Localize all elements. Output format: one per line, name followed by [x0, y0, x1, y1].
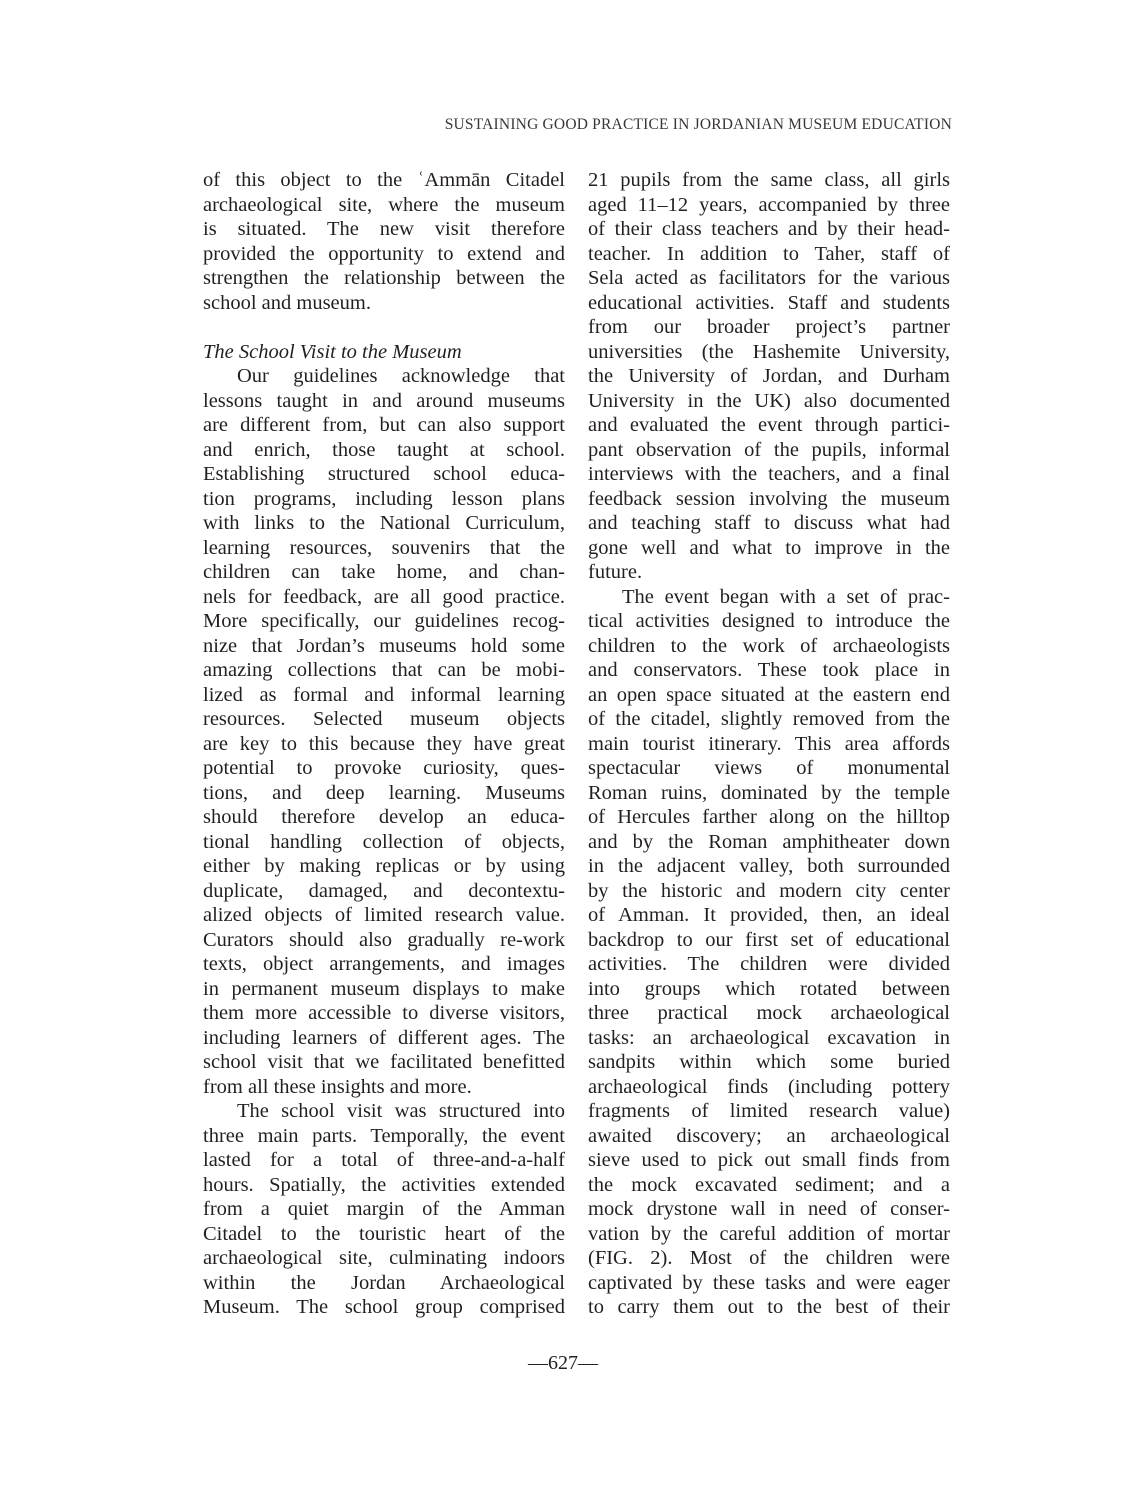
text-line: Citadel to the touristic heart of the	[203, 1222, 565, 1245]
text-line: alized objects of limited research value.	[203, 904, 565, 926]
text-line: of Hercules farther along on the hilltop	[588, 806, 950, 828]
left-column	[203, 168, 565, 1320]
text-line: within the Jordan Archaeological	[203, 1271, 565, 1294]
text-line: backdrop to our first set of educational	[588, 928, 950, 951]
text-line: tions, and deep learning. Museums	[203, 781, 565, 804]
text-line: pant observation of the pupils, informal	[588, 438, 950, 461]
text-line: lized as formal and informal learning	[203, 683, 565, 706]
text-line: is situated. The new visit therefore	[203, 218, 565, 240]
text-line: from a quiet margin of the Amman	[203, 1198, 565, 1220]
text-line: strengthen the relationship between the	[203, 267, 565, 289]
text-line: provided the opportunity to extend and	[203, 242, 565, 265]
text-line: spectacular views of monumental	[588, 757, 950, 779]
text-line: Sela acted as facilitators for the various	[588, 267, 950, 289]
text-line: with links to the National Curriculum,	[203, 512, 565, 534]
text-line: universities (the Hashemite University,	[588, 340, 950, 363]
text-line: from our broader project’s partner	[588, 316, 950, 338]
text-line: including learners of different ages. The	[203, 1026, 565, 1049]
text-line: the University of Jordan, and Durham	[588, 365, 950, 387]
section-heading: The School Visit to the Museum	[203, 340, 462, 363]
text-line: school visit that we facilitated benefitted	[203, 1051, 565, 1073]
text-line: school and museum.	[203, 291, 371, 314]
text-line: awaited discovery; an archaeological	[588, 1124, 950, 1147]
text-line: the mock excavated sediment; and a	[588, 1173, 950, 1196]
text-line: should therefore develop an educa-	[203, 806, 565, 828]
blank-line	[203, 315, 565, 340]
text-line: into groups which rotated between	[588, 977, 950, 1000]
text-line: archaeological site, where the museum	[203, 193, 565, 216]
text-line: and by the Roman amphitheater down	[588, 830, 950, 853]
text-line: three main parts. Temporally, the event	[203, 1124, 565, 1147]
text-line: are key to this because they have great	[203, 732, 565, 755]
text-line: interviews with the teachers, and a final	[588, 463, 950, 485]
text-line: potential to provoke curiosity, ques-	[203, 757, 565, 779]
text-line: Our guidelines acknowledge that	[237, 365, 565, 387]
text-line: Roman ruins, dominated by the temple	[588, 781, 950, 804]
text-line: are different from, but can also support	[203, 414, 565, 436]
text-line: children can take home, and chan-	[203, 561, 565, 583]
text-line: tical activities designed to introduce the	[588, 610, 950, 632]
text-line: and teaching staff to discuss what had	[588, 512, 950, 534]
text-line: More specifically, our guidelines recog-	[203, 610, 565, 632]
text-line: sandpits within which some buried	[588, 1051, 950, 1073]
text-line: an open space situated at the eastern end	[588, 683, 950, 706]
text-line: three practical mock archaeological	[588, 1002, 950, 1024]
text-line: either by making replicas or by using	[203, 855, 565, 877]
text-line: by the historic and modern city center	[588, 879, 950, 902]
text-line: The school visit was structured into	[237, 1100, 565, 1122]
text-line: University in the UK) also documented	[588, 389, 950, 412]
text-line: in the adjacent valley, both surrounded	[588, 855, 950, 877]
text-line: texts, object arrangements, and images	[203, 953, 565, 975]
text-line: and enrich, those taught at school.	[203, 438, 565, 461]
text-line: of their class teachers and by their head-	[588, 218, 950, 240]
text-line: sieve used to pick out small finds from	[588, 1149, 950, 1171]
text-line: of this object to the ʿAmmān Citadel	[203, 169, 565, 191]
text-line: of Amman. It provided, then, an ideal	[588, 904, 950, 926]
text-line: lasted for a total of three-and-a-half	[203, 1149, 565, 1171]
text-line: them more accessible to diverse visitors,	[203, 1002, 565, 1024]
text-line: teacher. In addition to Taher, staff of	[588, 242, 950, 265]
text-line: future.	[588, 561, 643, 583]
text-line: tasks: an archaeological excavation in	[588, 1026, 950, 1049]
text-line: mock drystone wall in need of conser-	[588, 1198, 950, 1220]
text-line: 21 pupils from the same class, all girls	[588, 169, 950, 191]
text-line: archaeological finds (including pottery	[588, 1075, 950, 1098]
text-line: archaeological site, culminating indoors	[203, 1247, 565, 1269]
text-line: captivated by these tasks and were eager	[588, 1271, 950, 1294]
text-line: gone well and what to improve in the	[588, 536, 950, 559]
text-line: and evaluated the event through partici-	[588, 414, 950, 436]
text-line: nize that Jordan’s museums hold some	[203, 634, 565, 657]
text-line: feedback session involving the museum	[588, 487, 950, 510]
text-line: and conservators. These took place in	[588, 659, 950, 681]
text-line: vation by the careful addition of mortar	[588, 1222, 950, 1245]
text-line: fragments of limited research value)	[588, 1100, 950, 1122]
page-number: —627—	[528, 1352, 598, 1374]
text-line: Museum. The school group comprised	[203, 1296, 565, 1318]
text-line: duplicate, damaged, and decontextu-	[203, 879, 565, 902]
text-line: lessons taught in and around museums	[203, 389, 565, 412]
text-line: amazing collections that can be mobi-	[203, 659, 565, 681]
text-line: in permanent museum displays to make	[203, 977, 565, 1000]
text-line: children to the work of archaeologists	[588, 634, 950, 657]
text-line: of the citadel, slightly removed from the	[588, 708, 950, 730]
text-line: hours. Spatially, the activities extended	[203, 1173, 565, 1196]
text-line: Curators should also gradually re-work	[203, 928, 565, 951]
text-line: aged 11–12 years, accompanied by three	[588, 193, 950, 216]
text-line: tion programs, including lesson plans	[203, 487, 565, 510]
text-line: resources. Selected museum objects	[203, 708, 565, 730]
text-line: activities. The children were divided	[588, 953, 950, 975]
text-line: educational activities. Staff and students	[588, 291, 950, 314]
text-line: Establishing structured school educa-	[203, 463, 565, 485]
text-line: tional handling collection of objects,	[203, 830, 565, 853]
running-header: SUSTAINING GOOD PRACTICE IN JORDANIAN MUSEUM EDUCATION	[444, 116, 952, 133]
text-line: (FIG. 2). Most of the children were	[588, 1247, 950, 1269]
text-line: main tourist itinerary. This area affords	[588, 732, 950, 755]
right-column	[588, 168, 950, 1320]
text-line: to carry them out to the best of their	[588, 1296, 950, 1318]
text-line: from all these insights and more.	[203, 1075, 472, 1098]
text-line: learning resources, souvenirs that the	[203, 536, 565, 559]
text-line: nels for feedback, are all good practice.	[203, 585, 565, 608]
text-line: The event began with a set of prac-	[622, 585, 950, 608]
